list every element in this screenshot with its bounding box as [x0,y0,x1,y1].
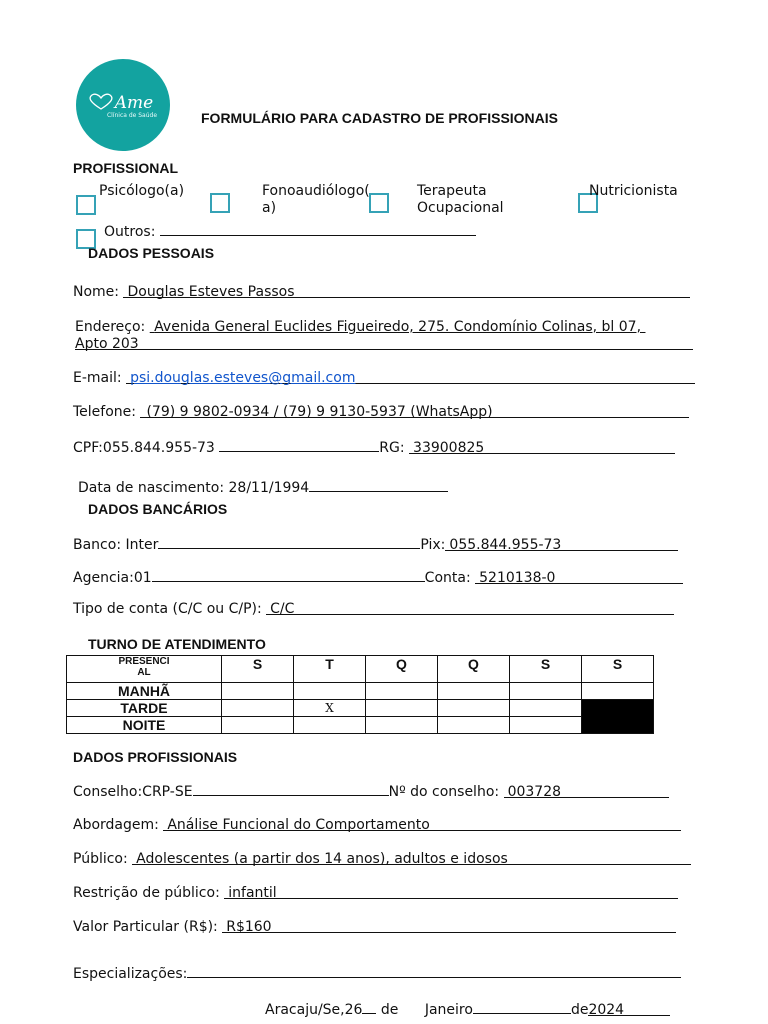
rg-value: 33900825 [413,440,485,456]
footer-mes: Janeiro [424,1002,473,1018]
endereco-value-2: Apto 203 [75,336,139,352]
nome-row[interactable] [73,284,690,300]
footer-de-2: de [570,1002,589,1018]
turno-cell-blocked [582,700,654,734]
endereco-label: Endereço: [75,319,146,335]
clinic-logo [76,59,170,151]
turno-cell[interactable] [366,683,438,700]
banco-label: Banco: [73,537,122,553]
pix-label: Pix: [420,537,446,553]
turno-row-label: MANHÃ [67,683,222,700]
valor-label: Valor Particular (R$): [73,919,218,935]
endereco-row-1[interactable] [75,319,645,335]
nome-value: Douglas Esteves Passos [127,284,295,300]
abordagem-line [163,817,681,831]
option-terapeuta-1: Terapeuta [417,183,487,199]
abordagem-value: Análise Funcional do Comportamento [167,817,430,833]
logo-name: Ame [114,93,154,113]
turno-row-label: NOITE [67,717,222,734]
nascimento-label: Data de nascimento: [78,480,225,496]
footer-year-line [588,1002,670,1016]
especializacoes-label: Especializações: [73,966,188,982]
nascimento-value: 28/11/1994 [228,480,310,496]
turno-day-header: Q [438,656,510,683]
nome-label: Nome: [73,284,120,300]
turno-cell[interactable] [366,700,438,717]
turno-cell-marked[interactable]: X [294,700,366,717]
valor-value: R$160 [226,919,272,935]
turno-day-header: T [294,656,366,683]
email-line [126,370,695,384]
pix-value: 055.844.955-73 [449,537,562,553]
turno-cell[interactable] [294,683,366,700]
footer-day-line [362,1000,376,1014]
conta-value: 5210138-0 [479,570,556,586]
endereco-row-2[interactable] [75,336,693,352]
section-heading-profissional: PROFISSIONAL [73,160,179,176]
footer-ano: 2024 [588,1002,625,1018]
conselho-label: Conselho: [73,784,143,800]
email-row[interactable] [73,370,695,386]
section-heading-dados-profissionais: DADOS PROFISSIONAIS [73,749,238,765]
abordagem-row[interactable] [73,817,681,833]
endereco-value-1 [150,319,646,335]
publico-label: Público: [73,851,128,867]
turno-cell[interactable] [438,700,510,717]
conselho-row[interactable] [73,782,669,800]
nascimento-row[interactable] [78,478,448,496]
valor-line [222,919,676,933]
logo-subtitle: Clínica de Saúde [106,112,158,119]
tipo-conta-line [266,601,674,615]
especializacoes-line [187,964,681,978]
cpf-line [219,438,379,452]
footer-month-line [473,1000,571,1014]
turno-day-header: Q [366,656,438,683]
cpf-value: 055.844.955-73 [102,440,215,456]
especializacoes-row[interactable] [73,964,681,982]
nome-line [123,284,690,298]
publico-value: Adolescentes (a partir dos 14 anos), adultos e idosos [136,851,508,867]
turno-cell[interactable] [294,717,366,734]
turno-cell[interactable] [438,717,510,734]
outros-field[interactable] [104,222,476,240]
turno-row-manha [67,683,654,700]
section-heading-turno: TURNO DE ATENDIMENTO [88,636,266,652]
telefone-label: Telefone: [73,404,136,420]
turno-day-header: S [222,656,294,683]
turno-row-noite [67,717,654,734]
checkbox-terapeuta[interactable] [369,193,389,213]
rg-label: RG: [379,440,405,456]
telefone-value: (79) 9 9802-0934 / (79) 9 9130-5937 (WhatsApp) [146,404,493,420]
publico-row[interactable] [73,851,691,867]
email-link[interactable]: psi.douglas.esteves@gmail.com [130,370,356,386]
option-fonoaudiologo-1: Fonoaudiólogo( [262,183,370,199]
option-fonoaudiologo-2: a) [262,200,277,216]
page-title: FORMULÁRIO PARA CADASTRO DE PROFISSIONAIS [201,110,559,126]
rg-line [409,440,675,454]
numero-conselho-label: Nº do conselho: [388,784,500,800]
option-nutricionista: Nutricionista [589,183,678,199]
telefone-line [140,404,689,418]
turno-header-row [67,656,654,683]
restricao-label: Restrição de público: [73,885,220,901]
turno-cell[interactable] [222,683,294,700]
agencia-label: Agencia: [73,570,134,586]
checkbox-fonoaudiologo[interactable] [210,193,230,213]
section-heading-dados-bancarios: DADOS BANCÁRIOS [88,501,228,517]
telefone-row[interactable] [73,404,689,420]
turno-corner-2: AL [137,667,151,678]
restricao-value: infantil [228,885,277,901]
tipo-conta-row[interactable] [73,601,674,617]
endereco-text-1: Avenida General Euclides Figueiredo, 275. Condomínio Colinas, bl 07, [154,319,642,335]
turno-cell[interactable] [222,717,294,734]
cpf-row[interactable] [73,438,675,456]
turno-cell[interactable] [366,717,438,734]
conta-label: Conta: [424,570,471,586]
agencia-row[interactable] [73,568,683,586]
endereco-line-2 [75,336,693,350]
footer-cidade: Aracaju/Se,26 [265,1002,363,1018]
nascimento-line [309,478,448,492]
email-label: E-mail: [73,370,122,386]
turno-cell[interactable] [510,700,582,717]
conselho-line [193,782,389,796]
conselho-value: CRP-SE [142,784,193,800]
turno-cell[interactable] [438,683,510,700]
turno-corner-cell [67,656,222,683]
outros-label: Outros: [104,224,156,240]
numero-conselho-value: 003728 [507,784,562,800]
numero-conselho-line [504,784,669,798]
turno-corner-1: PRESENCI [118,656,170,667]
turno-cell[interactable] [582,683,654,700]
restricao-line [224,885,678,899]
outros-line [160,222,476,236]
banco-line [158,535,420,549]
abordagem-label: Abordagem: [73,817,159,833]
turno-row-tarde [67,700,654,717]
option-terapeuta-2: Ocupacional [417,200,504,216]
turno-row-label: TARDE [67,700,222,717]
turno-table [66,655,654,734]
turno-day-header: S [510,656,582,683]
turno-cell[interactable] [510,683,582,700]
turno-cell[interactable] [222,700,294,717]
cpf-label: CPF: [73,440,103,456]
banco-value: Inter [125,537,159,553]
tipo-conta-value: C/C [270,601,295,617]
banco-row[interactable] [73,535,678,553]
turno-cell[interactable] [510,717,582,734]
agencia-value: 01 [133,570,152,586]
valor-row[interactable] [73,919,676,935]
footer-date[interactable] [265,1000,670,1018]
tipo-conta-label: Tipo de conta (C/C ou C/P): [73,601,262,617]
conta-line [475,570,683,584]
checkbox-psicologo[interactable] [76,195,96,215]
option-psicologo: Psicólogo(a) [99,183,185,199]
footer-de-1: de [380,1002,399,1018]
pix-line [445,537,678,551]
restricao-row[interactable] [73,885,678,901]
section-heading-dados-pessoais: DADOS PESSOAIS [88,245,215,261]
publico-line [132,851,691,865]
agencia-line [152,568,425,582]
turno-day-header: S [582,656,654,683]
